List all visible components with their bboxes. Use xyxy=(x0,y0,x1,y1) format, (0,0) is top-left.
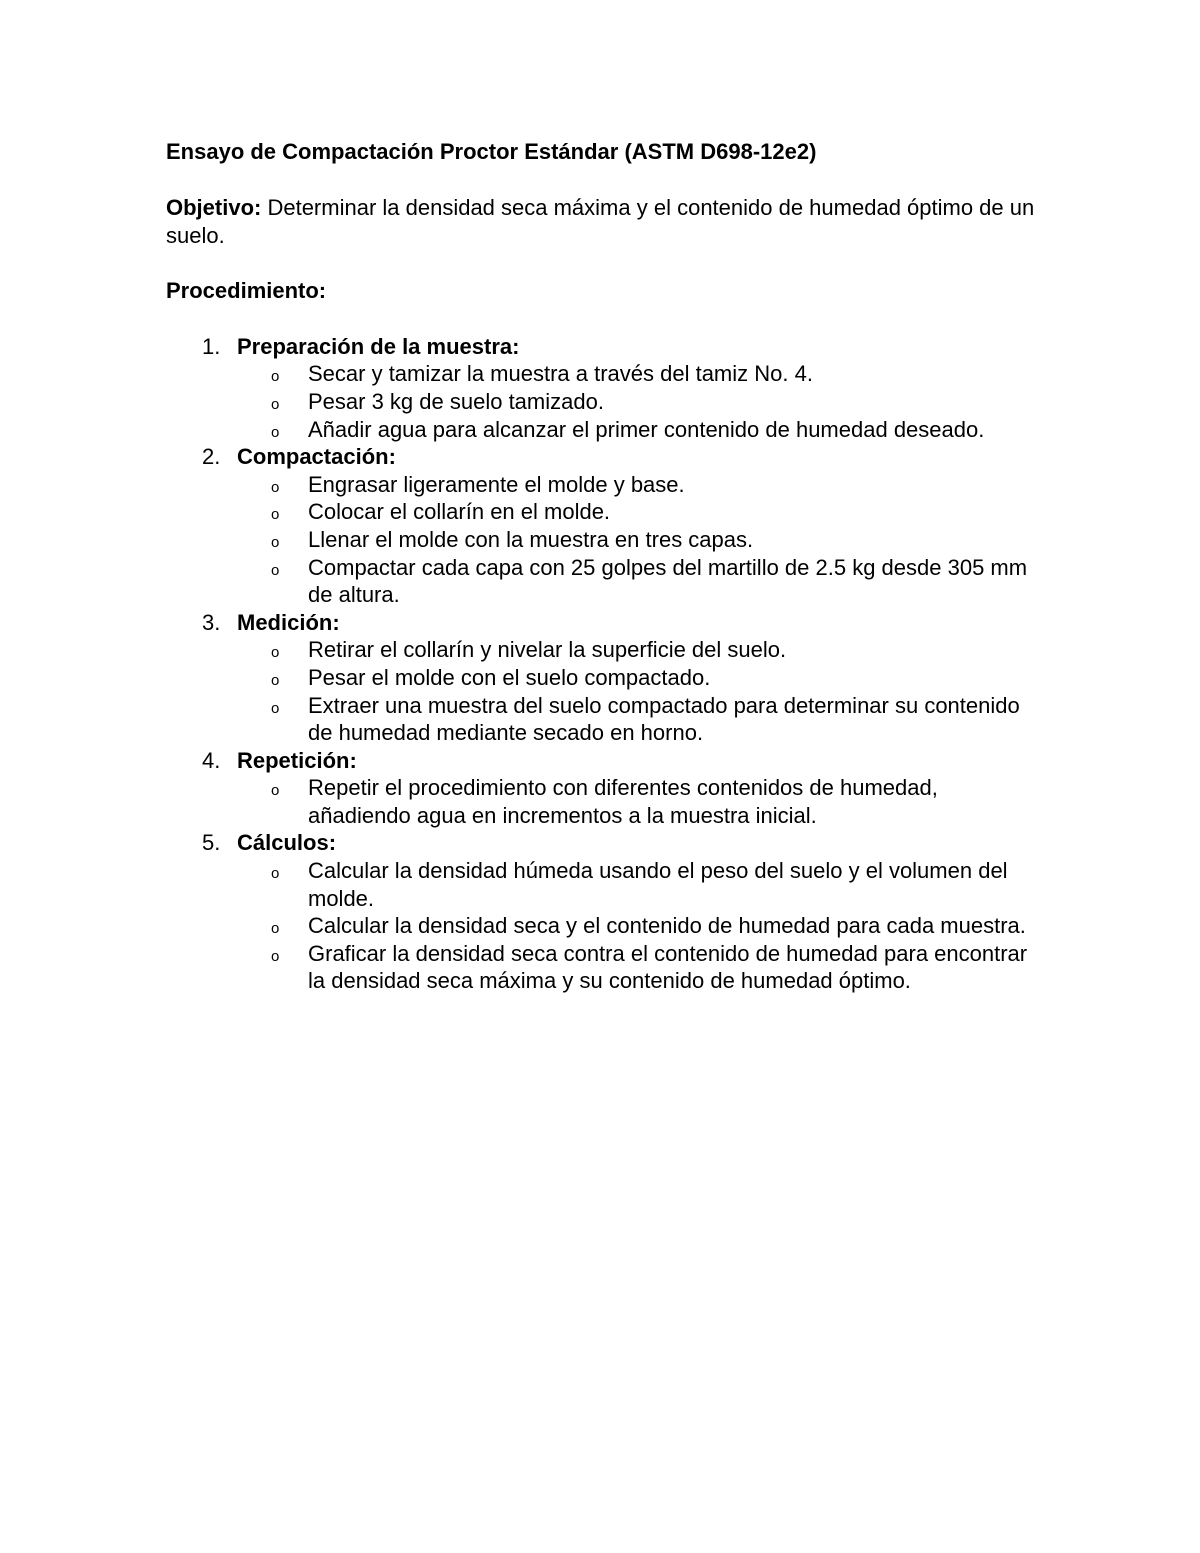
objective-label: Objetivo: xyxy=(166,195,262,220)
bullet-circle-icon: o xyxy=(271,699,280,717)
substep-item xyxy=(237,636,1038,664)
step-substeps xyxy=(237,774,1046,829)
procedure-step xyxy=(166,609,1046,747)
substep-item xyxy=(237,388,1038,416)
substep-item xyxy=(237,554,1038,609)
step-substeps xyxy=(237,360,1046,443)
step-substeps xyxy=(237,471,1046,609)
substep-item xyxy=(237,940,1038,995)
substep-text: Llenar el molde con la muestra en tres capas. xyxy=(308,526,754,552)
step-number: 3. xyxy=(202,609,221,635)
substep-item xyxy=(237,498,1038,526)
step-number: 2. xyxy=(202,444,221,470)
bullet-circle-icon: o xyxy=(271,478,280,496)
objective-paragraph xyxy=(166,194,1036,249)
bullet-circle-icon: o xyxy=(271,782,280,800)
substep-text: Graficar la densidad seca contra el contenido de humedad para encontrar la densidad seca máxima y su contenido de humedad óptimo. xyxy=(308,940,1028,994)
objective-text: Determinar la densidad seca máxima y el contenido de humedad óptimo de un suelo. xyxy=(166,195,1035,248)
substep-text: Extraer una muestra del suelo compactado para determinar su contenido de humedad mediante secado en horno. xyxy=(308,692,1020,746)
bullet-circle-icon: o xyxy=(271,947,280,965)
substep-text: Retirar el collarín y nivelar la superficie del suelo. xyxy=(308,637,787,663)
bullet-circle-icon: o xyxy=(271,561,280,579)
step-title: Cálculos: xyxy=(237,830,337,856)
substep-text: Pesar el molde con el suelo compactado. xyxy=(308,664,711,690)
procedure-step xyxy=(166,747,1046,830)
substep-item xyxy=(237,526,1038,554)
step-title: Compactación: xyxy=(237,444,396,470)
substep-text: Engrasar ligeramente el molde y base. xyxy=(308,471,685,497)
step-number: 5. xyxy=(202,830,221,856)
substep-item xyxy=(237,416,1038,444)
step-substeps xyxy=(237,636,1046,746)
substep-item xyxy=(237,664,1038,692)
bullet-circle-icon: o xyxy=(271,506,280,524)
substep-text: Secar y tamizar la muestra a través del tamiz No. 4. xyxy=(308,361,813,387)
bullet-circle-icon: o xyxy=(271,395,280,413)
substep-text: Calcular la densidad seca y el contenido de humedad para cada muestra. xyxy=(308,913,1026,939)
step-number: 1. xyxy=(202,333,221,359)
document-title: Ensayo de Compactación Proctor Estándar (ASTM D698-12e2) xyxy=(166,139,817,164)
procedure-step xyxy=(166,333,1046,443)
step-title: Medición: xyxy=(237,609,340,635)
step-number: 4. xyxy=(202,747,221,773)
substep-text: Calcular la densidad húmeda usando el peso del suelo y el volumen del molde. xyxy=(308,858,1008,911)
step-title: Repetición: xyxy=(237,747,357,773)
procedure-steps-list xyxy=(166,333,1046,995)
substep-text: Colocar el collarín en el molde. xyxy=(308,499,611,525)
bullet-circle-icon: o xyxy=(271,644,280,662)
procedure-step xyxy=(166,829,1046,995)
bullet-circle-icon: o xyxy=(271,423,280,441)
step-substeps xyxy=(237,857,1046,995)
procedure-heading: Procedimiento: xyxy=(166,278,327,304)
step-title: Preparación de la muestra: xyxy=(237,333,520,359)
substep-item xyxy=(237,692,1038,747)
substep-item xyxy=(237,360,1038,388)
bullet-circle-icon: o xyxy=(271,368,280,386)
substep-item xyxy=(237,857,1038,912)
substep-item xyxy=(237,774,1038,829)
bullet-circle-icon: o xyxy=(271,671,280,689)
substep-text: Repetir el procedimiento con diferentes contenidos de humedad, añadiendo agua en incrementos a la muestra inicial. xyxy=(308,775,938,828)
document-page xyxy=(166,138,1046,995)
substep-item xyxy=(237,912,1038,940)
bullet-circle-icon: o xyxy=(271,920,280,938)
substep-item xyxy=(237,471,1038,499)
bullet-circle-icon: o xyxy=(271,865,280,883)
procedure-step xyxy=(166,443,1046,609)
substep-text: Compactar cada capa con 25 golpes del martillo de 2.5 kg desde 305 mm de altura. xyxy=(308,554,1028,608)
substep-text: Pesar 3 kg de suelo tamizado. xyxy=(308,388,604,414)
bullet-circle-icon: o xyxy=(271,533,280,551)
substep-text: Añadir agua para alcanzar el primer contenido de humedad deseado. xyxy=(308,416,985,442)
